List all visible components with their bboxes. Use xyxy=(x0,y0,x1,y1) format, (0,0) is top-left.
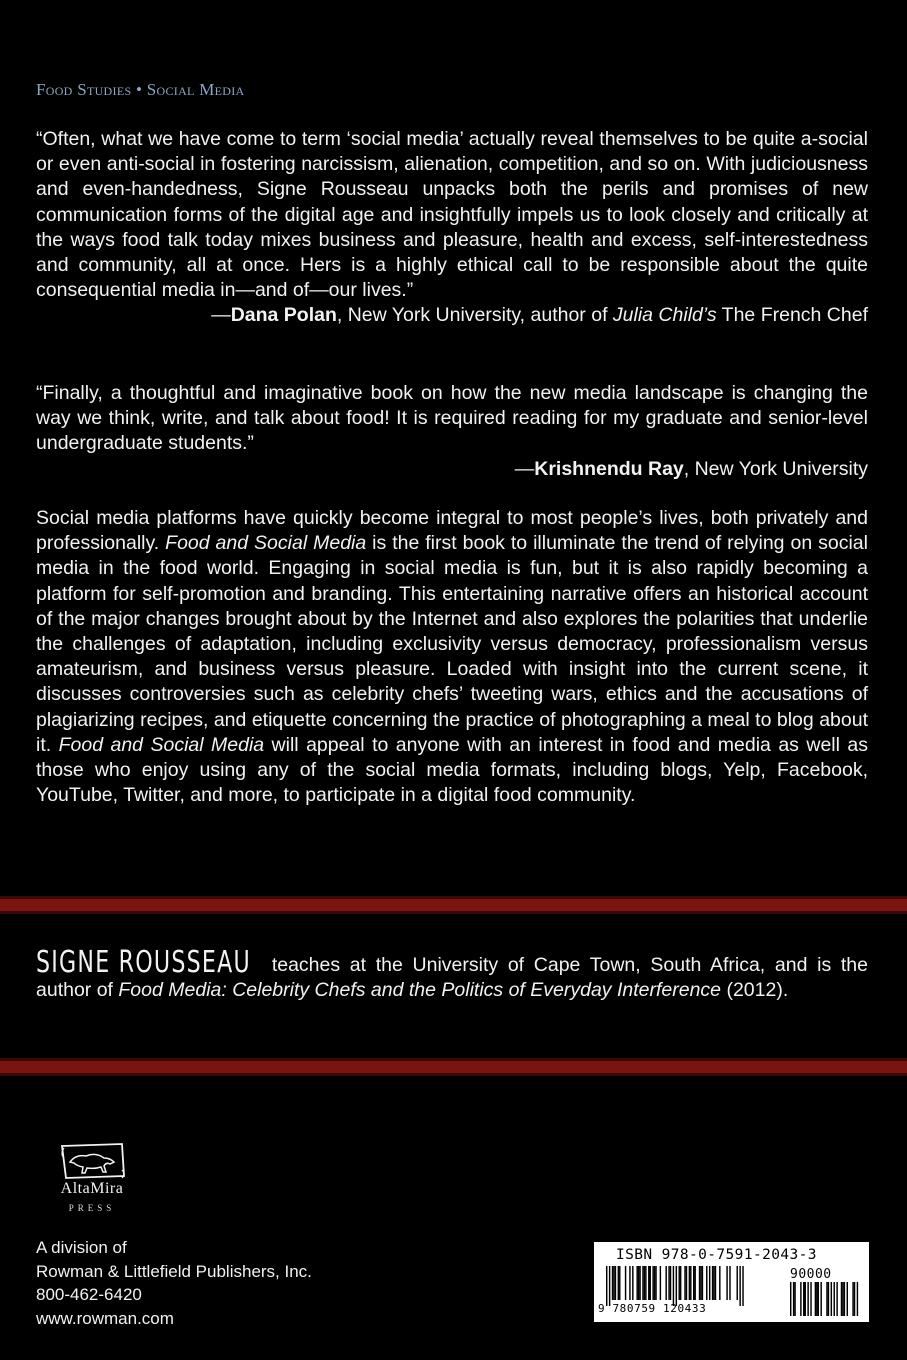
barcode-bar xyxy=(632,1266,633,1300)
endorsement-ray-attribution xyxy=(36,457,868,482)
barcode-addon-bar xyxy=(807,1282,808,1316)
endorser-affiliation: , New York University, author of xyxy=(336,304,613,327)
barcode-bar xyxy=(689,1266,690,1300)
barcode-bar xyxy=(684,1266,685,1300)
description-part: is the first book to illuminate the trend of relying on social media in the food world. Engaging in social media is fun, but it is also rapidly becoming a platform for self-promotion and branding. This entertaining narrative offers an historical account of the major changes brought about by the Internet and also explores the polarities that underlie the challenges of adaptation, including exclusivity versus democracy, professionalism versus amateurism, and business versus pleasure. Loaded with insight into the current scene, it discusses controversies such as celebrity chefs’ tweeting wars, ethics and the accusations of plagiarizing recipes, and etiquette concerning the practice of photographing a meal to blog about it. xyxy=(36,532,868,756)
barcode-addon-bar xyxy=(836,1282,837,1316)
barcode-addon-bar xyxy=(818,1282,819,1316)
barcode-digits: 9 780759 120433 xyxy=(598,1302,707,1315)
description-part: will appeal to anyone with an interest in food and media as well as those who enjoy using any of the social media formats, including blogs, Yelp, Facebook, YouTube, Twitter, and more, to participate in a digital food community. xyxy=(36,733,868,807)
barcode-bar xyxy=(612,1266,613,1300)
barcode-addon-bar xyxy=(800,1282,801,1316)
barcode-bar xyxy=(638,1266,639,1300)
barcode-bar xyxy=(670,1266,671,1300)
book-title: Food and Social Media xyxy=(58,733,265,756)
barcode-bar xyxy=(739,1266,740,1306)
barcode-bar xyxy=(693,1266,694,1300)
barcode-bar xyxy=(613,1266,614,1300)
endorsement-polan-text: “Often, what we have come to term ‘social media’ actually reveal themselves to be quite a-social or even anti-social in fostering narcissism, alienation, competition, and so on. With judiciousness and even-handedness, Signe Rousseau unpacks both the perils and promises of new communication forms of the digital age and insightfully impels us to look closely and critically at the ways food talk today mixes business and pleasure, health and excess, self-interestedness and community, all at once. Hers is a highly ethical call to be responsible about the quite consequential media in—and of—our lives.” xyxy=(36,128,868,302)
author-bio-text: teaches at the University of Cape Town, South Africa, and is the author of xyxy=(36,954,868,1002)
barcode-addon-bar xyxy=(816,1282,817,1316)
barcode-bar xyxy=(665,1266,666,1300)
attribution-dash: — xyxy=(211,304,231,327)
barcode-addon-bar xyxy=(803,1282,804,1316)
barcode-bar xyxy=(709,1266,710,1300)
barcode-bar xyxy=(680,1266,681,1300)
isbn-label: ISBN 978-0-7591-2043-3 xyxy=(616,1247,817,1263)
barcode-bar xyxy=(729,1266,730,1300)
barcode-bar xyxy=(694,1266,695,1300)
barcode-bar xyxy=(655,1266,656,1300)
barcode-addon-bar xyxy=(841,1282,842,1316)
barcode-addon-bar xyxy=(844,1282,845,1316)
barcode-bar xyxy=(644,1266,645,1300)
attribution-dash: — xyxy=(514,457,535,480)
barcode-addon-bar xyxy=(854,1282,855,1316)
barcode-addon-bar xyxy=(820,1282,821,1316)
barcode-bar xyxy=(618,1266,619,1300)
barcode-bar xyxy=(650,1266,651,1300)
barcode-bar xyxy=(702,1266,703,1300)
barcode-addon-bar xyxy=(857,1282,858,1316)
barcode-addon-bar xyxy=(834,1282,835,1316)
barcode-bar xyxy=(719,1266,720,1300)
barcode-bar xyxy=(645,1266,646,1300)
barcode-addon-bar xyxy=(828,1282,829,1316)
barcode-bar xyxy=(625,1266,626,1300)
barcode-addon-bar xyxy=(794,1282,795,1316)
barcode-bar xyxy=(609,1266,610,1306)
barcode-bar xyxy=(737,1266,738,1300)
barcode-bar xyxy=(673,1266,674,1306)
series-line: Food Studies • Social Media xyxy=(36,80,245,99)
barcode-bar xyxy=(715,1266,716,1300)
description-part: Social media platforms have quickly become integral to most people’s lives, both privately and professionally. xyxy=(36,507,868,555)
barcode-bar xyxy=(660,1266,661,1300)
barcode-bar xyxy=(629,1266,630,1300)
barcode-bar xyxy=(712,1266,713,1300)
endorser-name: Krishnendu Ray xyxy=(534,457,684,480)
barcode-addon-bar xyxy=(831,1282,832,1316)
endorsement-polan-attribution xyxy=(36,303,868,328)
barcode-addon-bar xyxy=(852,1282,853,1316)
logo-press: PRESS xyxy=(68,1203,116,1213)
barcode-bar xyxy=(639,1266,640,1300)
barcode-bar xyxy=(648,1266,649,1300)
barcode-box xyxy=(594,1242,869,1322)
barcode-bar xyxy=(699,1266,700,1300)
book-description xyxy=(36,506,868,808)
barcode-bar xyxy=(642,1266,643,1300)
barcode-bar xyxy=(742,1266,743,1306)
barcode-bar xyxy=(606,1266,607,1306)
barcode-bar xyxy=(652,1266,653,1300)
barcode-bar xyxy=(636,1266,637,1300)
endorsement-ray-text: “Finally, a thoughtful and imaginative book on how the new media landscape is changing the way we think, write, and talk about food! It is required reading for my graduate and senior-level undergraduate students.” xyxy=(36,382,868,455)
publisher-info xyxy=(36,1236,312,1330)
barcode-bar xyxy=(726,1266,727,1300)
barcode-bar xyxy=(690,1266,691,1300)
barcode-bar xyxy=(706,1266,707,1300)
endorsement-ray xyxy=(36,381,868,482)
publisher-phone: 800-462-6420 xyxy=(36,1285,142,1304)
endorser-work: The French Chef xyxy=(716,304,868,327)
barcode-addon-bar xyxy=(826,1282,827,1316)
barcode-bar xyxy=(676,1266,677,1306)
barcode-addon-bar xyxy=(815,1282,816,1316)
barcode-addon-bar xyxy=(805,1282,806,1316)
publisher-website: www.rowman.com xyxy=(36,1308,174,1328)
endorser-work-italic: Julia Child’s xyxy=(612,304,717,327)
endorsement-polan xyxy=(36,127,868,329)
price-code: 90000 xyxy=(790,1267,832,1282)
barcode-addon-bar xyxy=(790,1282,791,1316)
barcode-addon-bar xyxy=(842,1282,843,1316)
author-prior-book: Food Media: Celebrity Chefs and the Politics of Everyday Interference xyxy=(118,979,722,1002)
barcode-addon-bar xyxy=(810,1282,811,1316)
divider-band xyxy=(0,1058,907,1076)
logo-wordmark: AltaMira xyxy=(60,1180,124,1197)
barcode-addon-bar xyxy=(847,1282,848,1316)
author-bio xyxy=(36,945,868,1003)
publisher-name: Rowman & Littlefield Publishers, Inc. xyxy=(36,1261,312,1281)
book-title: Food and Social Media xyxy=(165,532,367,555)
barcode-bar xyxy=(679,1266,680,1300)
divider-band xyxy=(0,896,907,914)
barcode-addon-bar xyxy=(793,1282,794,1316)
endorser-name: Dana Polan xyxy=(230,304,337,327)
author-name: SIGNE ROUSSEAU xyxy=(36,945,251,980)
barcode-bar xyxy=(686,1266,687,1300)
barcode-bar xyxy=(668,1266,669,1300)
barcode-bar xyxy=(619,1266,620,1300)
publisher-division: A division of xyxy=(36,1238,127,1257)
endorser-affiliation: , New York University xyxy=(683,457,868,480)
barcode-bar xyxy=(615,1266,616,1300)
barcode-bar xyxy=(713,1266,714,1300)
barcode-bar xyxy=(700,1266,701,1300)
author-bio-year: (2012). xyxy=(721,979,789,1002)
barcode-bar xyxy=(654,1266,655,1300)
